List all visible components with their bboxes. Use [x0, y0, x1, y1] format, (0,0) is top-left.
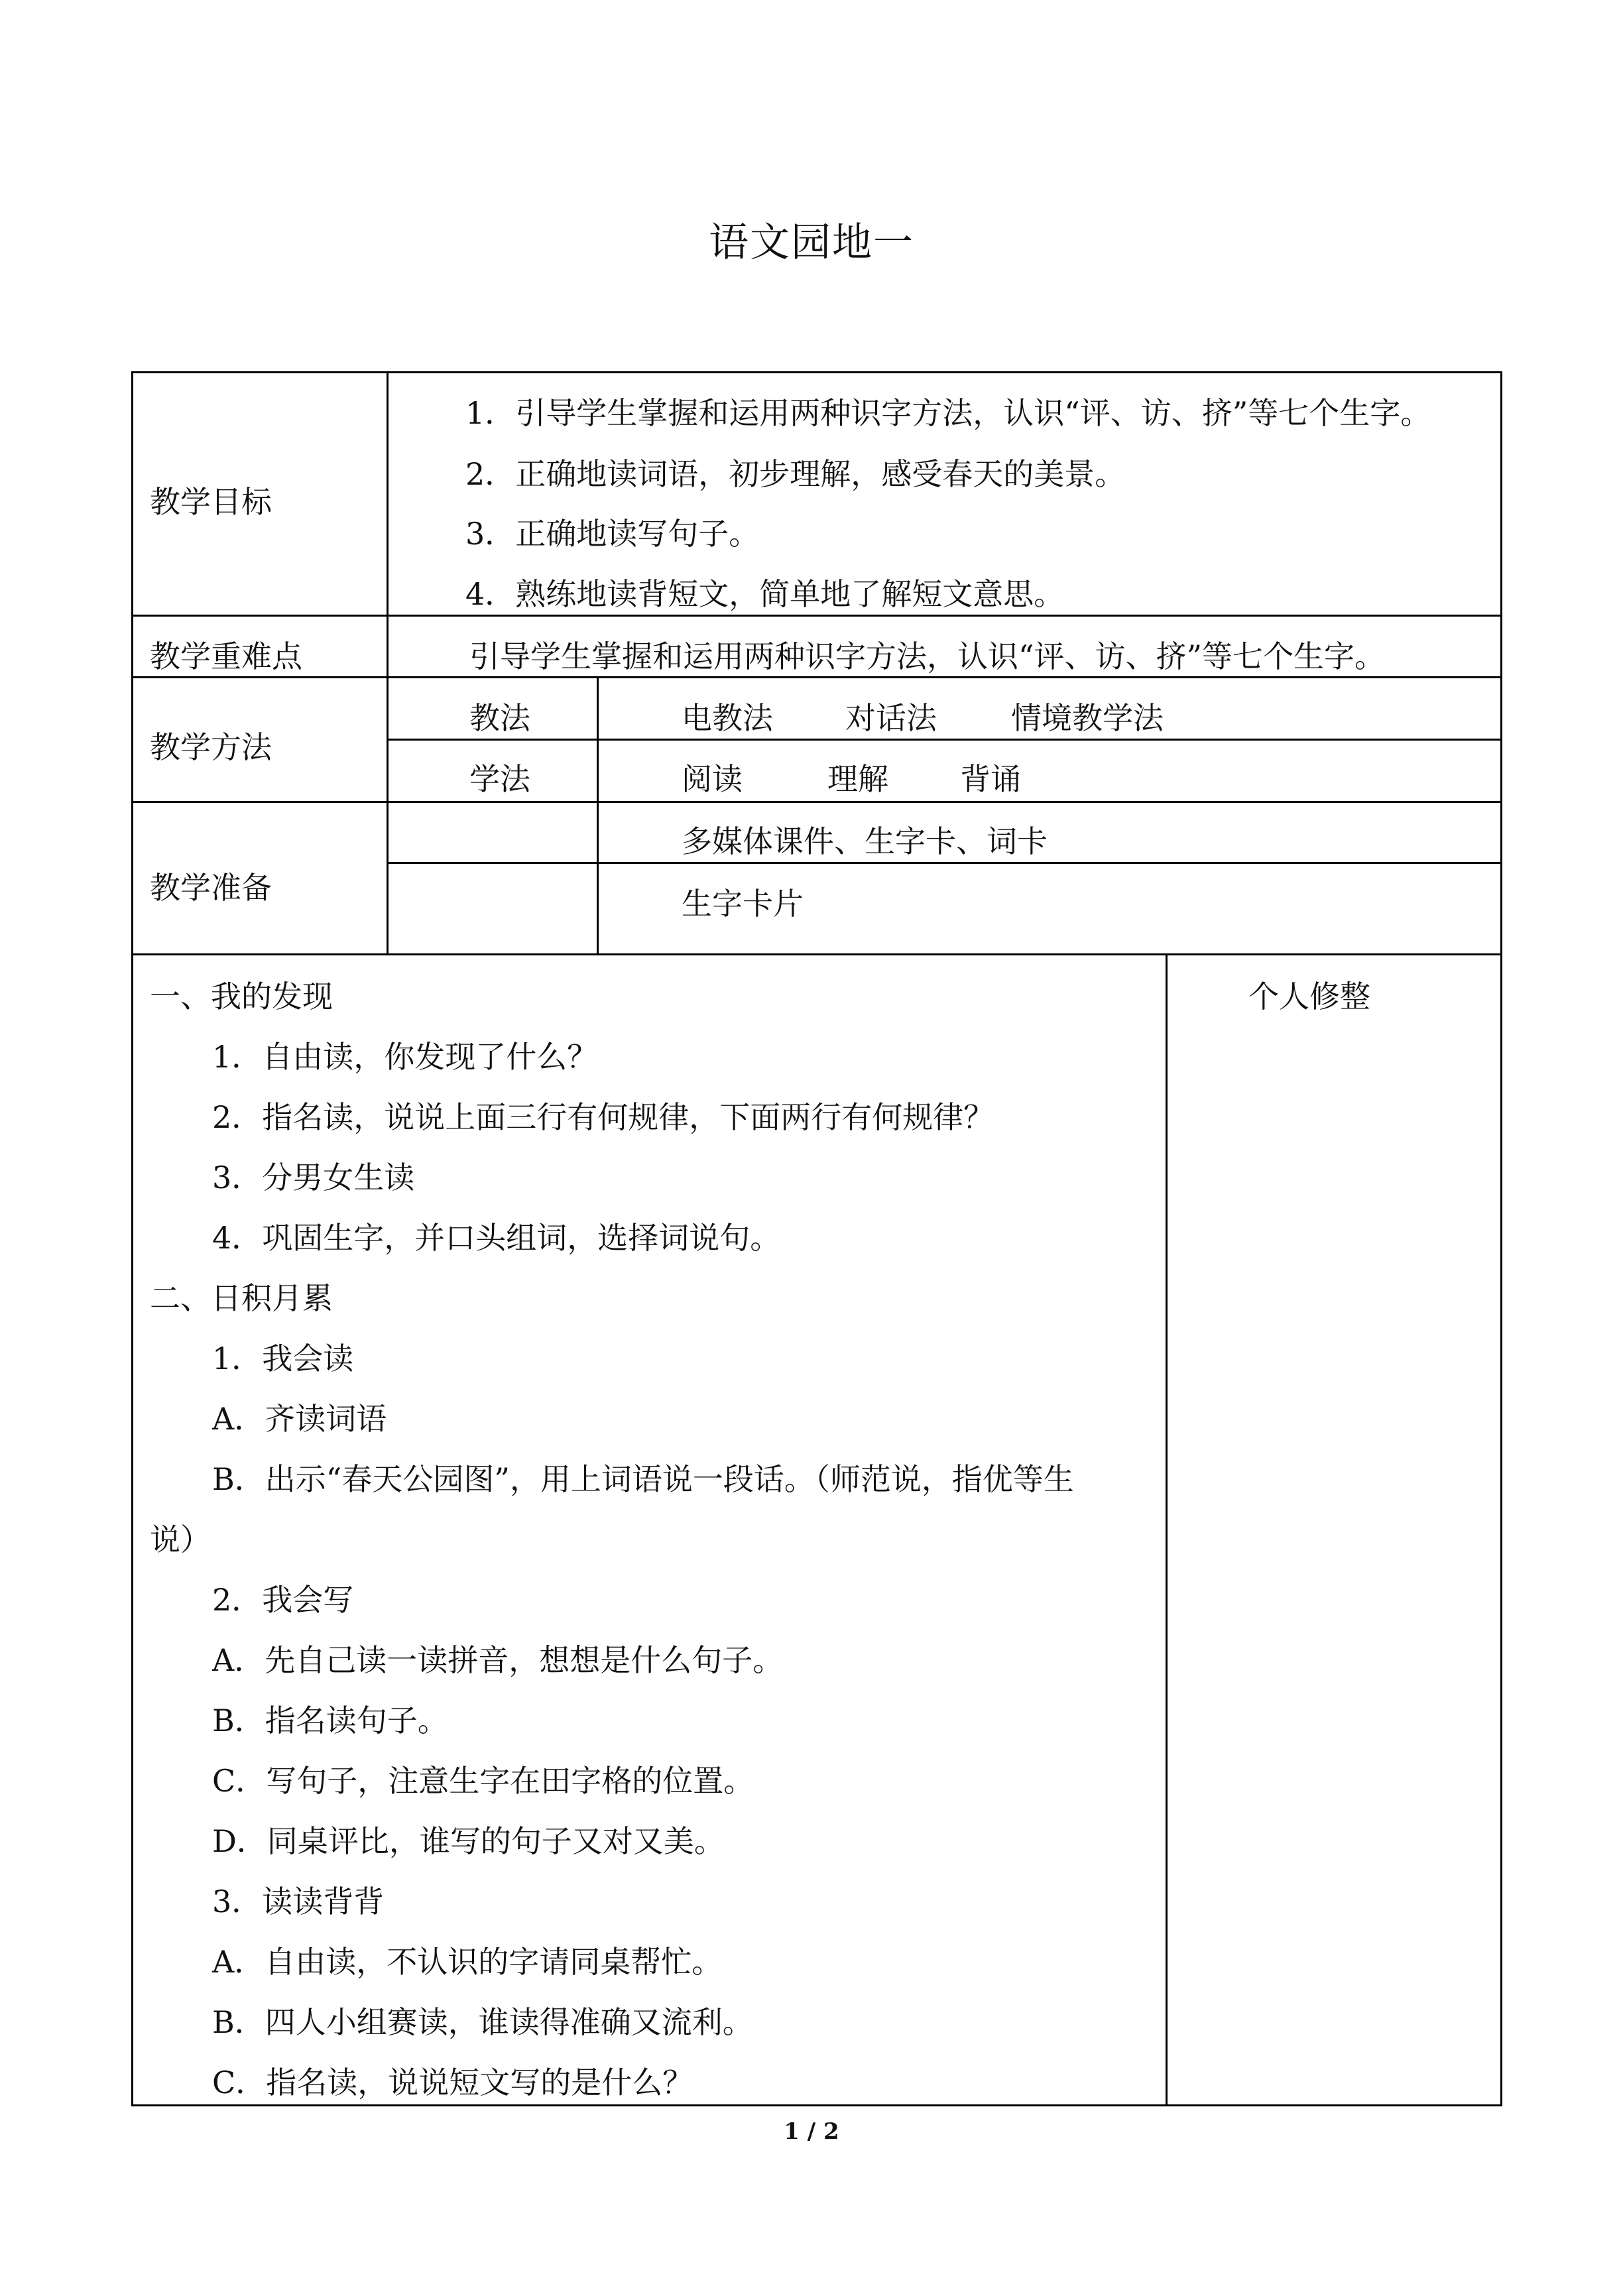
section-heading: 二、日积月累	[150, 1280, 333, 1316]
methods-label: 教学方法	[150, 729, 272, 765]
preparation-item: 多媒体课件、生字卡、词卡	[682, 823, 1048, 859]
row-divider	[387, 739, 1502, 741]
process-line: 1．我会读	[212, 1341, 354, 1376]
objective-item: 3．正确地读写句子。	[465, 516, 760, 552]
process-line: C．指名读，说说短文写的是什么？	[212, 2065, 693, 2100]
row-divider	[131, 801, 1502, 803]
row-divider	[131, 953, 1502, 955]
row-divider	[131, 676, 1502, 678]
learning-method-item: 阅读	[682, 761, 743, 797]
process-line: 1．自由读，你发现了什么？	[212, 1039, 598, 1075]
process-line: A．齐读词语	[212, 1401, 387, 1437]
teaching-method-label: 教法	[469, 700, 530, 736]
process-line: 2．指名读，说说上面三行有何规律，下面两行有何规律？	[212, 1099, 994, 1135]
column-divider	[387, 371, 389, 953]
page-title: 语文园地一	[709, 219, 914, 266]
process-line: 2．我会写	[212, 1582, 354, 1618]
process-line: 4．巩固生字，并口头组词，选择词说句。	[212, 1220, 781, 1256]
objective-item: 1．引导学生掌握和运用两种识字方法，认识“评、访、挤”等七个生字。	[465, 395, 1431, 431]
teaching-method-item: 对话法	[845, 700, 937, 736]
learning-method-item: 理解	[827, 761, 888, 797]
process-line: 3．读读背背	[212, 1884, 385, 1919]
process-line: B．四人小组赛读，谁读得准确又流利。	[212, 2004, 753, 2040]
process-line: B．指名读句子。	[212, 1703, 448, 1738]
section-heading: 一、我的发现	[150, 979, 333, 1014]
page-number: 1 / 2	[784, 2118, 839, 2145]
column-divider	[1166, 953, 1168, 2106]
teaching-method-item: 情境教学法	[1011, 700, 1164, 736]
learning-method-item: 背诵	[960, 761, 1021, 797]
process-line: 3．分男女生读	[212, 1160, 415, 1195]
row-divider	[131, 615, 1502, 617]
revision-header: 个人修整	[1248, 979, 1370, 1014]
process-line: A．先自己读一读拼音，想想是什么句子。	[212, 1642, 784, 1678]
objectives-label: 教学目标	[150, 484, 272, 520]
column-divider	[597, 676, 599, 953]
learning-method-label: 学法	[469, 761, 530, 797]
objective-item: 2．正确地读词语，初步理解，感受春天的美景。	[465, 456, 1126, 492]
process-line: A．自由读，不认识的字请同桌帮忙。	[212, 1944, 723, 1980]
process-line: C．写句子，注意生字在田字格的位置。	[212, 1763, 754, 1799]
process-line: D．同桌评比，谁写的句子又对又美。	[212, 1823, 725, 1859]
key-difficulty-text: 引导学生掌握和运用两种识字方法，认识“评、访、挤”等七个生字。	[469, 638, 1386, 674]
preparation-item: 生字卡片	[682, 886, 804, 922]
row-divider	[387, 862, 1502, 864]
process-line: B．出示“春天公园图”，用上词语说一段话。（师范说，指优等生	[212, 1461, 1074, 1497]
key-difficulty-label: 教学重难点	[150, 638, 302, 674]
teaching-method-item: 电教法	[682, 700, 773, 736]
objective-item: 4．熟练地读背短文，简单地了解短文意思。	[465, 576, 1065, 612]
preparation-label: 教学准备	[150, 870, 272, 906]
process-line: 说）	[150, 1522, 211, 1557]
